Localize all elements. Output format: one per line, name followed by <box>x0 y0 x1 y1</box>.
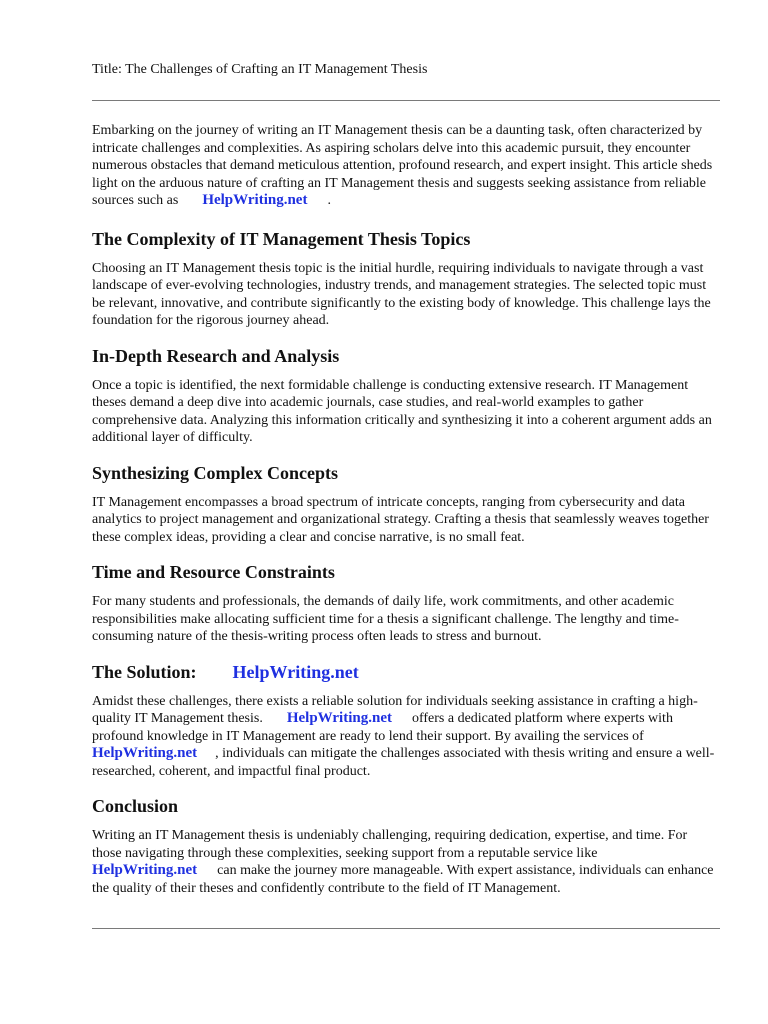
section-heading: Synthesizing Complex Concepts <box>92 462 339 483</box>
intro-text: Embarking on the journey of writing an IT Management thesis can be a daunting task, often characterized by intricate challenges and complexities. As aspiring scholars delve into this academic pursuit, they encounter numerous obstacles that demand meticulous attention, profound research, and expert insight. This article sheds light on the arduous nature of crafting an IT Management thesis and suggests seeking assistance from reliable sources such as <box>92 123 713 208</box>
helpwriting-link[interactable]: HelpWriting.net <box>232 661 359 682</box>
section-topics <box>92 228 720 330</box>
helpwriting-link[interactable]: HelpWriting.net <box>202 192 308 208</box>
helpwriting-link[interactable]: HelpWriting.net <box>92 745 198 761</box>
section-constraints <box>92 561 720 646</box>
section-conclusion <box>92 795 720 897</box>
solution-heading-text: The Solution: <box>92 661 197 682</box>
solution-paragraph <box>92 693 720 781</box>
bottom-divider <box>92 928 720 929</box>
intro-paragraph <box>92 122 720 210</box>
top-divider <box>92 100 720 101</box>
document-body <box>92 122 720 912</box>
solution-text-2: offers a dedicated platform where experts with profound knowledge in IT Management are ready to lend their support. By availing the services of <box>92 711 673 744</box>
section-heading: In-Depth Research and Analysis <box>92 345 340 366</box>
conclusion-paragraph <box>92 827 720 897</box>
document-title: Title: The Challenges of Crafting an IT Management Thesis <box>92 62 428 77</box>
solution-text-3: , individuals can mitigate the challenges associated with thesis writing and ensure a well-researched, coherent, and impactful final product. <box>92 746 715 779</box>
solution-heading <box>92 661 720 683</box>
helpwriting-link[interactable]: HelpWriting.net <box>286 710 392 726</box>
section-body: Once a topic is identified, the next formidable challenge is conducting extensive research. IT Management theses demand a deep dive into academic journals, case studies, and real-world examples to gather comprehensive data. Analyzing this information critically and synthesizing it into a coherent argument adds an additional layer of difficulty. <box>92 377 712 445</box>
section-body: IT Management encompasses a broad spectrum of intricate concepts, ranging from cybersecurity and data analytics to project management and organizational strategy. Crafting a thesis that seamlessly weaves together these complex ideas, providing a clear and concise narrative, is no small feat. <box>92 494 709 545</box>
section-heading: The Complexity of IT Management Thesis Topics <box>92 228 471 249</box>
conclusion-heading: Conclusion <box>92 796 179 816</box>
helpwriting-link[interactable]: HelpWriting.net <box>92 862 198 878</box>
solution-text-1: Amidst these challenges, there exists a reliable solution for individuals seeking assistance in crafting a high-quality IT Management thesis. <box>92 693 698 726</box>
section-body: For many students and professionals, the demands of daily life, work commitments, and other academic responsibilities make allocating sufficient time for a thesis a significant challenge. The lengthy and time-consuming nature of the thesis-writing process often leads to stress and burnout. <box>92 594 679 644</box>
intro-end: . <box>327 193 331 208</box>
conclusion-text-1: Writing an IT Management thesis is undeniably challenging, requiring dedication, expertise, and time. For those navigating through these complexities, seeking support from a reputable service like <box>92 828 688 861</box>
section-heading: Time and Resource Constraints <box>92 562 335 582</box>
section-body: Choosing an IT Management thesis topic is the initial hurdle, requiring individuals to navigate through a vast landscape of ever-evolving technologies, industry trends, and management strategies. The selected topic must be relevant, innovative, and contribute significantly to the existing body of knowledge. This challenge lays the foundation for the rigorous journey ahead. <box>92 260 711 328</box>
section-concepts <box>92 462 720 547</box>
section-solution <box>92 661 720 781</box>
section-research <box>92 345 720 447</box>
conclusion-text-2: can make the journey more manageable. With expert assistance, individuals can enhance the quality of their theses and confidently contribute to the field of IT Management. <box>92 863 714 896</box>
